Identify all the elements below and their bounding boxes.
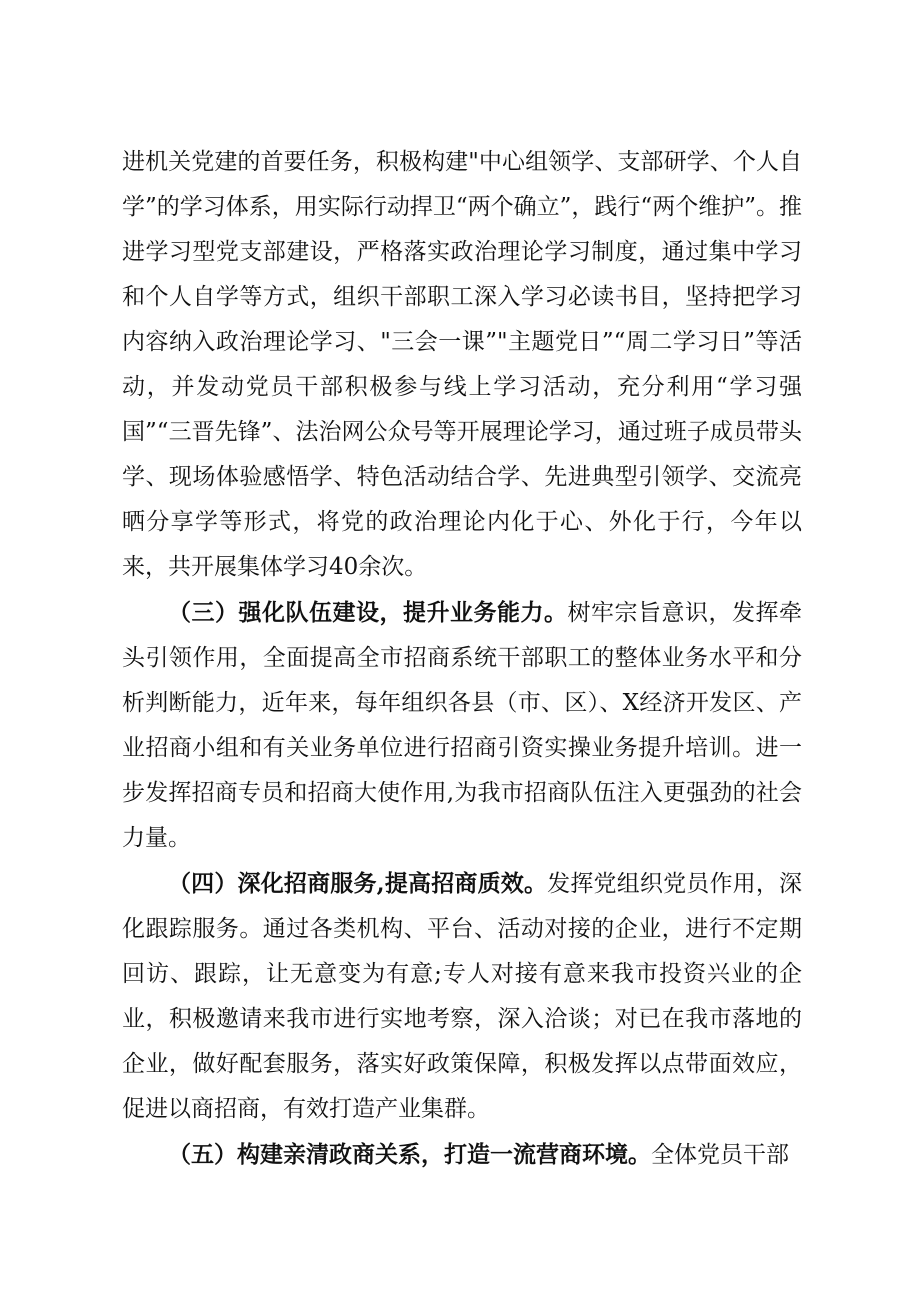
document-body (122, 140, 802, 1178)
section-5-heading: （五）构建亲清政商关系，打造一流营商环境。 (168, 1141, 651, 1168)
paragraph-1-text: 进机关党建的首要任务，积极构建"中心组领学、支部研学、个人自学”的学习体系，用实际行动捍卫“两个确立”，践行“两个维护”。推进学习型党支部建设，严格落实政治理论学习制度，通过集中学习和个人自学等方式，组织干部职工深入学习必读书目，坚持把学习内容纳入政治理论学习、"三会一课”"主题党日”“周二学习日”等活动，并发动党员干部积极参与线上学习活动，充分利用“学习强国”“三晋先锋”、法治网公众号等开展理论学习，通过班子成员带头学、现场体验感悟学、特色活动结合学、先进典型引领学、交流亮晒分享学等形式，将党的政治理论内化于心、外化于行，今年以来，共开展集体学习40余次。 (122, 149, 802, 580)
paragraph-1 (122, 140, 802, 590)
paragraph-2 (122, 590, 802, 861)
paragraph-3 (122, 861, 802, 1132)
section-4-heading: （四）深化招商服务,提高招商质效。 (168, 870, 548, 897)
paragraph-3-text: 发挥党组织党员作用，深化跟踪服务。通过各类机构、平台、活动对接的企业，进行不定期回访、跟踪，让无意变为有意;专人对接有意来我市投资兴业的企业，积极邀请来我市进行实地考察，深入洽谈；对已在我市落地的企业，做好配套服务，落实好政策保障，积极发挥以点带面效应，促进以商招商，有效打造产业集群。 (122, 871, 803, 1122)
paragraph-4 (122, 1132, 802, 1178)
paragraph-2-text: 树牢宗旨意识，发挥牵头引领作用，全面提高全市招商系统干部职工的整体业务水平和分析判断能力，近年来，每年组织各县（市、区）、X经济开发区、产业招商小组和有关业务单位进行招商引资实操业务提升培训。进一步发挥招商专员和招商大使作用,为我市招商队伍注入更强劲的社会力量。 (122, 600, 802, 851)
section-3-heading: （三）强化队伍建设，提升业务能力。 (168, 599, 568, 626)
paragraph-4-text: 全体党员干部 (651, 1142, 789, 1168)
